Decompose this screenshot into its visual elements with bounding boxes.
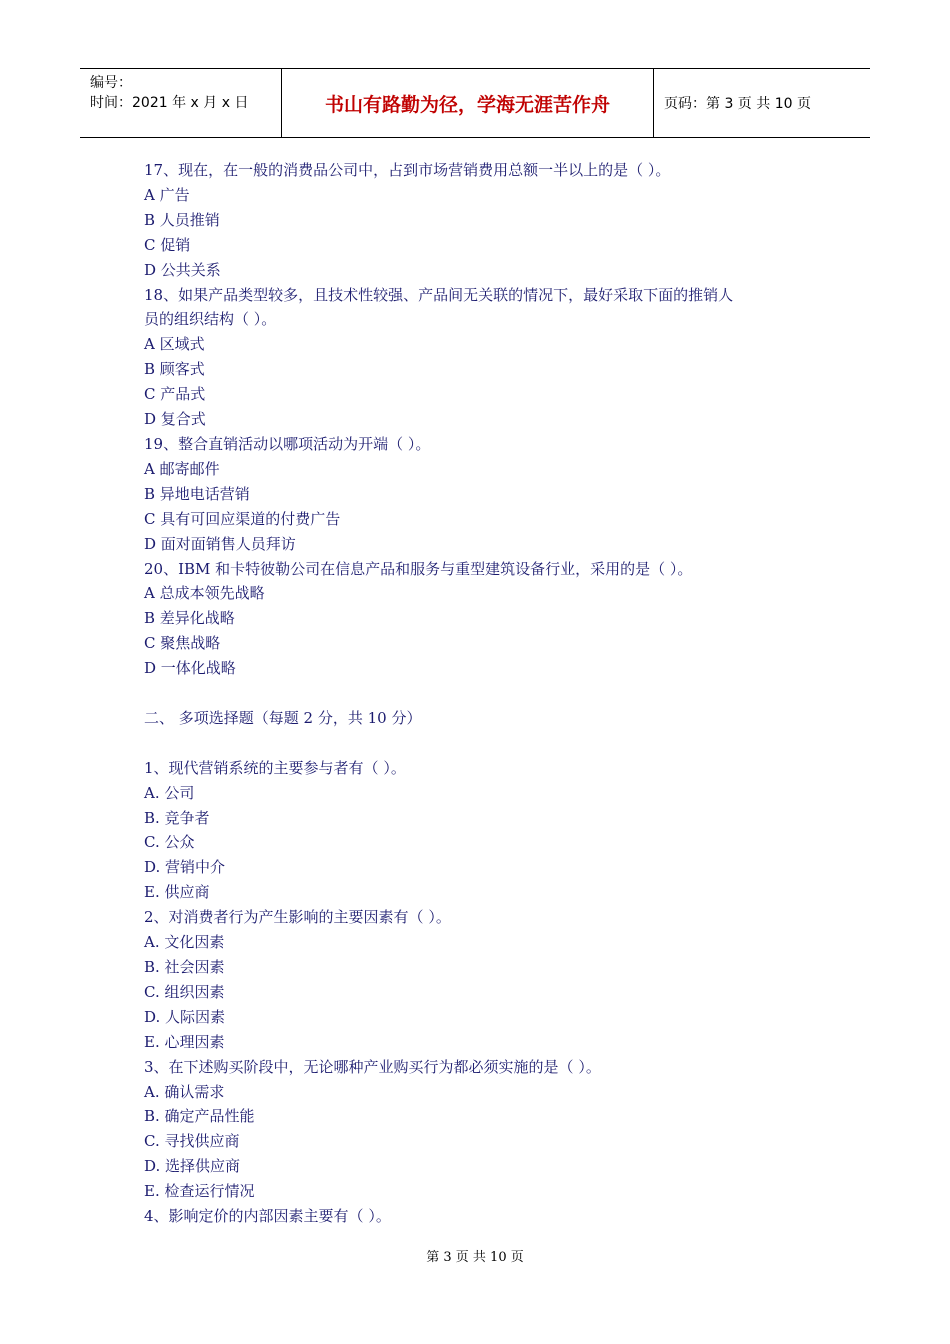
text-line: 员的组织结构（ ）。: [144, 310, 277, 329]
time-label: 时间：2021 年 x 月 x 日: [90, 95, 249, 111]
header-left-cell: [80, 69, 282, 137]
text-line: B. 竞争者: [144, 808, 210, 827]
text-line: B. 确定产品性能: [144, 1107, 255, 1126]
text-line: 17、现在，在一般的消费品公司中，占到市场营销费用总额一半以上的是（ ）。: [144, 161, 671, 179]
text-line: A 广告: [144, 185, 190, 204]
text-line: C. 组织因素: [144, 982, 225, 1001]
text-line: D. 选择供应商: [144, 1157, 241, 1176]
text-line: C. 寻找供应商: [144, 1132, 240, 1151]
text-line: 18、如果产品类型较多，且技术性较强、产品间无关联的情况下，最好采取下面的推销人: [144, 285, 734, 304]
text-line: 19、整合直销活动以哪项活动为开端（ ）。: [144, 434, 431, 453]
text-line: B 差异化战略: [144, 609, 235, 628]
text-line: D. 营销中介: [144, 858, 226, 877]
page-header: [80, 68, 870, 138]
text-line: C 具有可回应渠道的付费广告: [144, 509, 341, 528]
document-body: [144, 158, 824, 1229]
text-line: C 促销: [144, 235, 191, 254]
text-line: A. 确认需求: [144, 1082, 225, 1101]
text-line: D. 人际因素: [144, 1007, 226, 1026]
text-line: B 人员推销: [144, 210, 220, 229]
text-line: E. 心理因素: [144, 1032, 225, 1051]
text-line: 二、 多项选择题（每题 2 分，共 10 分）: [144, 708, 422, 727]
text-line: D 一体化战略: [144, 659, 236, 678]
text-line: B 顾客式: [144, 360, 205, 379]
text-line: 20、IBM 和卡特彼勒公司在信息产品和服务与重型建筑设备行业，采用的是（ ）。: [144, 559, 693, 578]
text-line: A. 文化因素: [144, 933, 225, 952]
text-line: A 邮寄邮件: [144, 459, 220, 478]
blank-line: [144, 731, 824, 756]
text-line: A 区域式: [144, 335, 205, 354]
text-line: B. 社会因素: [144, 957, 225, 976]
text-line: D 面对面销售人员拜访: [144, 534, 296, 553]
text-line: A. 公司: [144, 783, 195, 802]
text-line: 3、在下述购买阶段中，无论哪种产业购买行为都必须实施的是（ ）。: [144, 1057, 601, 1076]
page-footer: 第 3 页 共 10 页: [426, 1250, 524, 1265]
text-line: D 复合式: [144, 410, 206, 429]
text-line: B 异地电话营销: [144, 484, 250, 503]
text-line: 4、影响定价的内部因素主要有（ ）。: [144, 1207, 391, 1226]
text-line: E. 检查运行情况: [144, 1182, 255, 1201]
text-line: 2、对消费者行为产生影响的主要因素有（ ）。: [144, 908, 451, 927]
text-line: D 公共关系: [144, 260, 221, 279]
text-line: C 产品式: [144, 385, 206, 404]
page-info: 页码：第 3 页 共 10 页: [664, 96, 811, 112]
blank-line: [144, 681, 824, 706]
text-line: A 总成本领先战略: [144, 584, 265, 603]
text-line: C. 公众: [144, 833, 195, 852]
motto: 书山有路勤为径，学海无涯苦作舟: [282, 69, 654, 137]
text-line: 1、现代营销系统的主要参与者有（ ）。: [144, 758, 406, 777]
serial-label: 编号：: [90, 75, 132, 91]
text-line: E. 供应商: [144, 883, 210, 902]
text-line: C 聚焦战略: [144, 634, 221, 653]
